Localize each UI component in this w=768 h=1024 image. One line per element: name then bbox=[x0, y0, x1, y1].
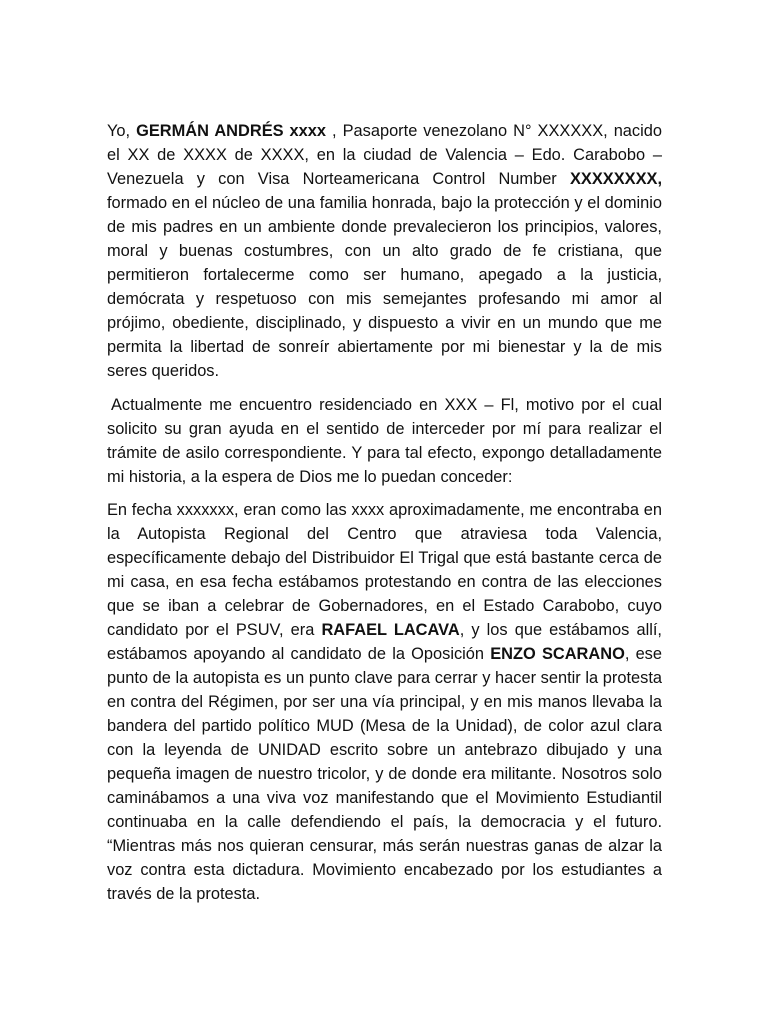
intro-text-passport: , Pasaporte venezolano N° XXXXXX, nacido el XX de XXXX de XXXX, en la ciudad de Valencia – Edo. Carabobo – Venezuela y con Visa Norteamericana Control Number bbox=[107, 122, 662, 189]
applicant-name: GERMÁN ANDRÉS xxxx bbox=[136, 122, 327, 140]
visa-control-number: XXXXXXXX, bbox=[569, 170, 662, 189]
intro-text-family: formado en el núcleo de una familia honrada, bajo la protección y el dominio de mis padres en un ambiente donde prevalecieron los principios, valores, moral y buenas costumbres, con un alto grado de fe cristiana, que permitieron fortalecerme como ser humano, apegado a la justicia, demócrata y respetuoso con mis semejantes profesando mi amor al prójimo, obediente, disciplinado, y dispuesto a vivir en un mundo que me permita la libertad de sonreír abiertamente por mi bienestar y la de mis seres queridos. bbox=[107, 194, 662, 381]
asylum-request-text: Actualmente me encuentro residenciado en XXX – Fl, motivo por el cual solicito su gran ayuda en el sentido de interceder por mí para realizar el trámite de asilo correspondiente. Y para tal efecto, expongo detalladamente mi historia, a la espera de Dios me lo puedan conceder: bbox=[107, 395, 662, 486]
psuv-candidate-name: RAFAEL LACAVA bbox=[321, 620, 460, 639]
protest-text-middle: , y los que estábamos allí, estábamos apoyando al candidato de la Oposición bbox=[107, 620, 662, 663]
paragraph-introduction bbox=[107, 119, 662, 384]
protest-text-end: , ese punto de la autopista es un punto clave para cerrar y hacer sentir la protesta en contra del Régimen, por ser una vía principal, y en mis manos llevaba la bandera del partido político MUD (Mesa de la Unidad), de color azul clara con la leyenda de UNIDAD escrito sobre un antebrazo dibujado y una pequeña imagen de nuestro tricolor, y de donde era militante. Nosotros solo caminábamos a una viva voz manifestando que el Movimiento Estudiantil continuaba en la calle defendiendo el país, la democracia y el futuro. “Mientras más nos quieran censurar, más serán nuestras ganas de alzar la voz contra esta dictadura. Movimiento encabezado por los estudiantes a través de la protesta. bbox=[107, 644, 662, 904]
intro-text-start: Yo, bbox=[107, 122, 137, 140]
document-page bbox=[107, 119, 662, 907]
paragraph-asylum-request bbox=[107, 393, 662, 489]
protest-text-start: En fecha xxxxxxx, eran como las xxxx aproximadamente, me encontraba en la Autopista Regional del Centro que atraviesa toda Valencia, específicamente debajo del Distribuidor El Trigal que está bastante cerca de mi casa, en esa fecha estábamos protestando en contra de las elecciones que se iban a celebrar de Gobernadores, en el Estado Carabobo, cuyo candidato por el PSUV, era bbox=[107, 500, 662, 639]
opposition-candidate-name: ENZO SCARANO bbox=[490, 644, 625, 663]
paragraph-protest-account bbox=[107, 498, 662, 907]
